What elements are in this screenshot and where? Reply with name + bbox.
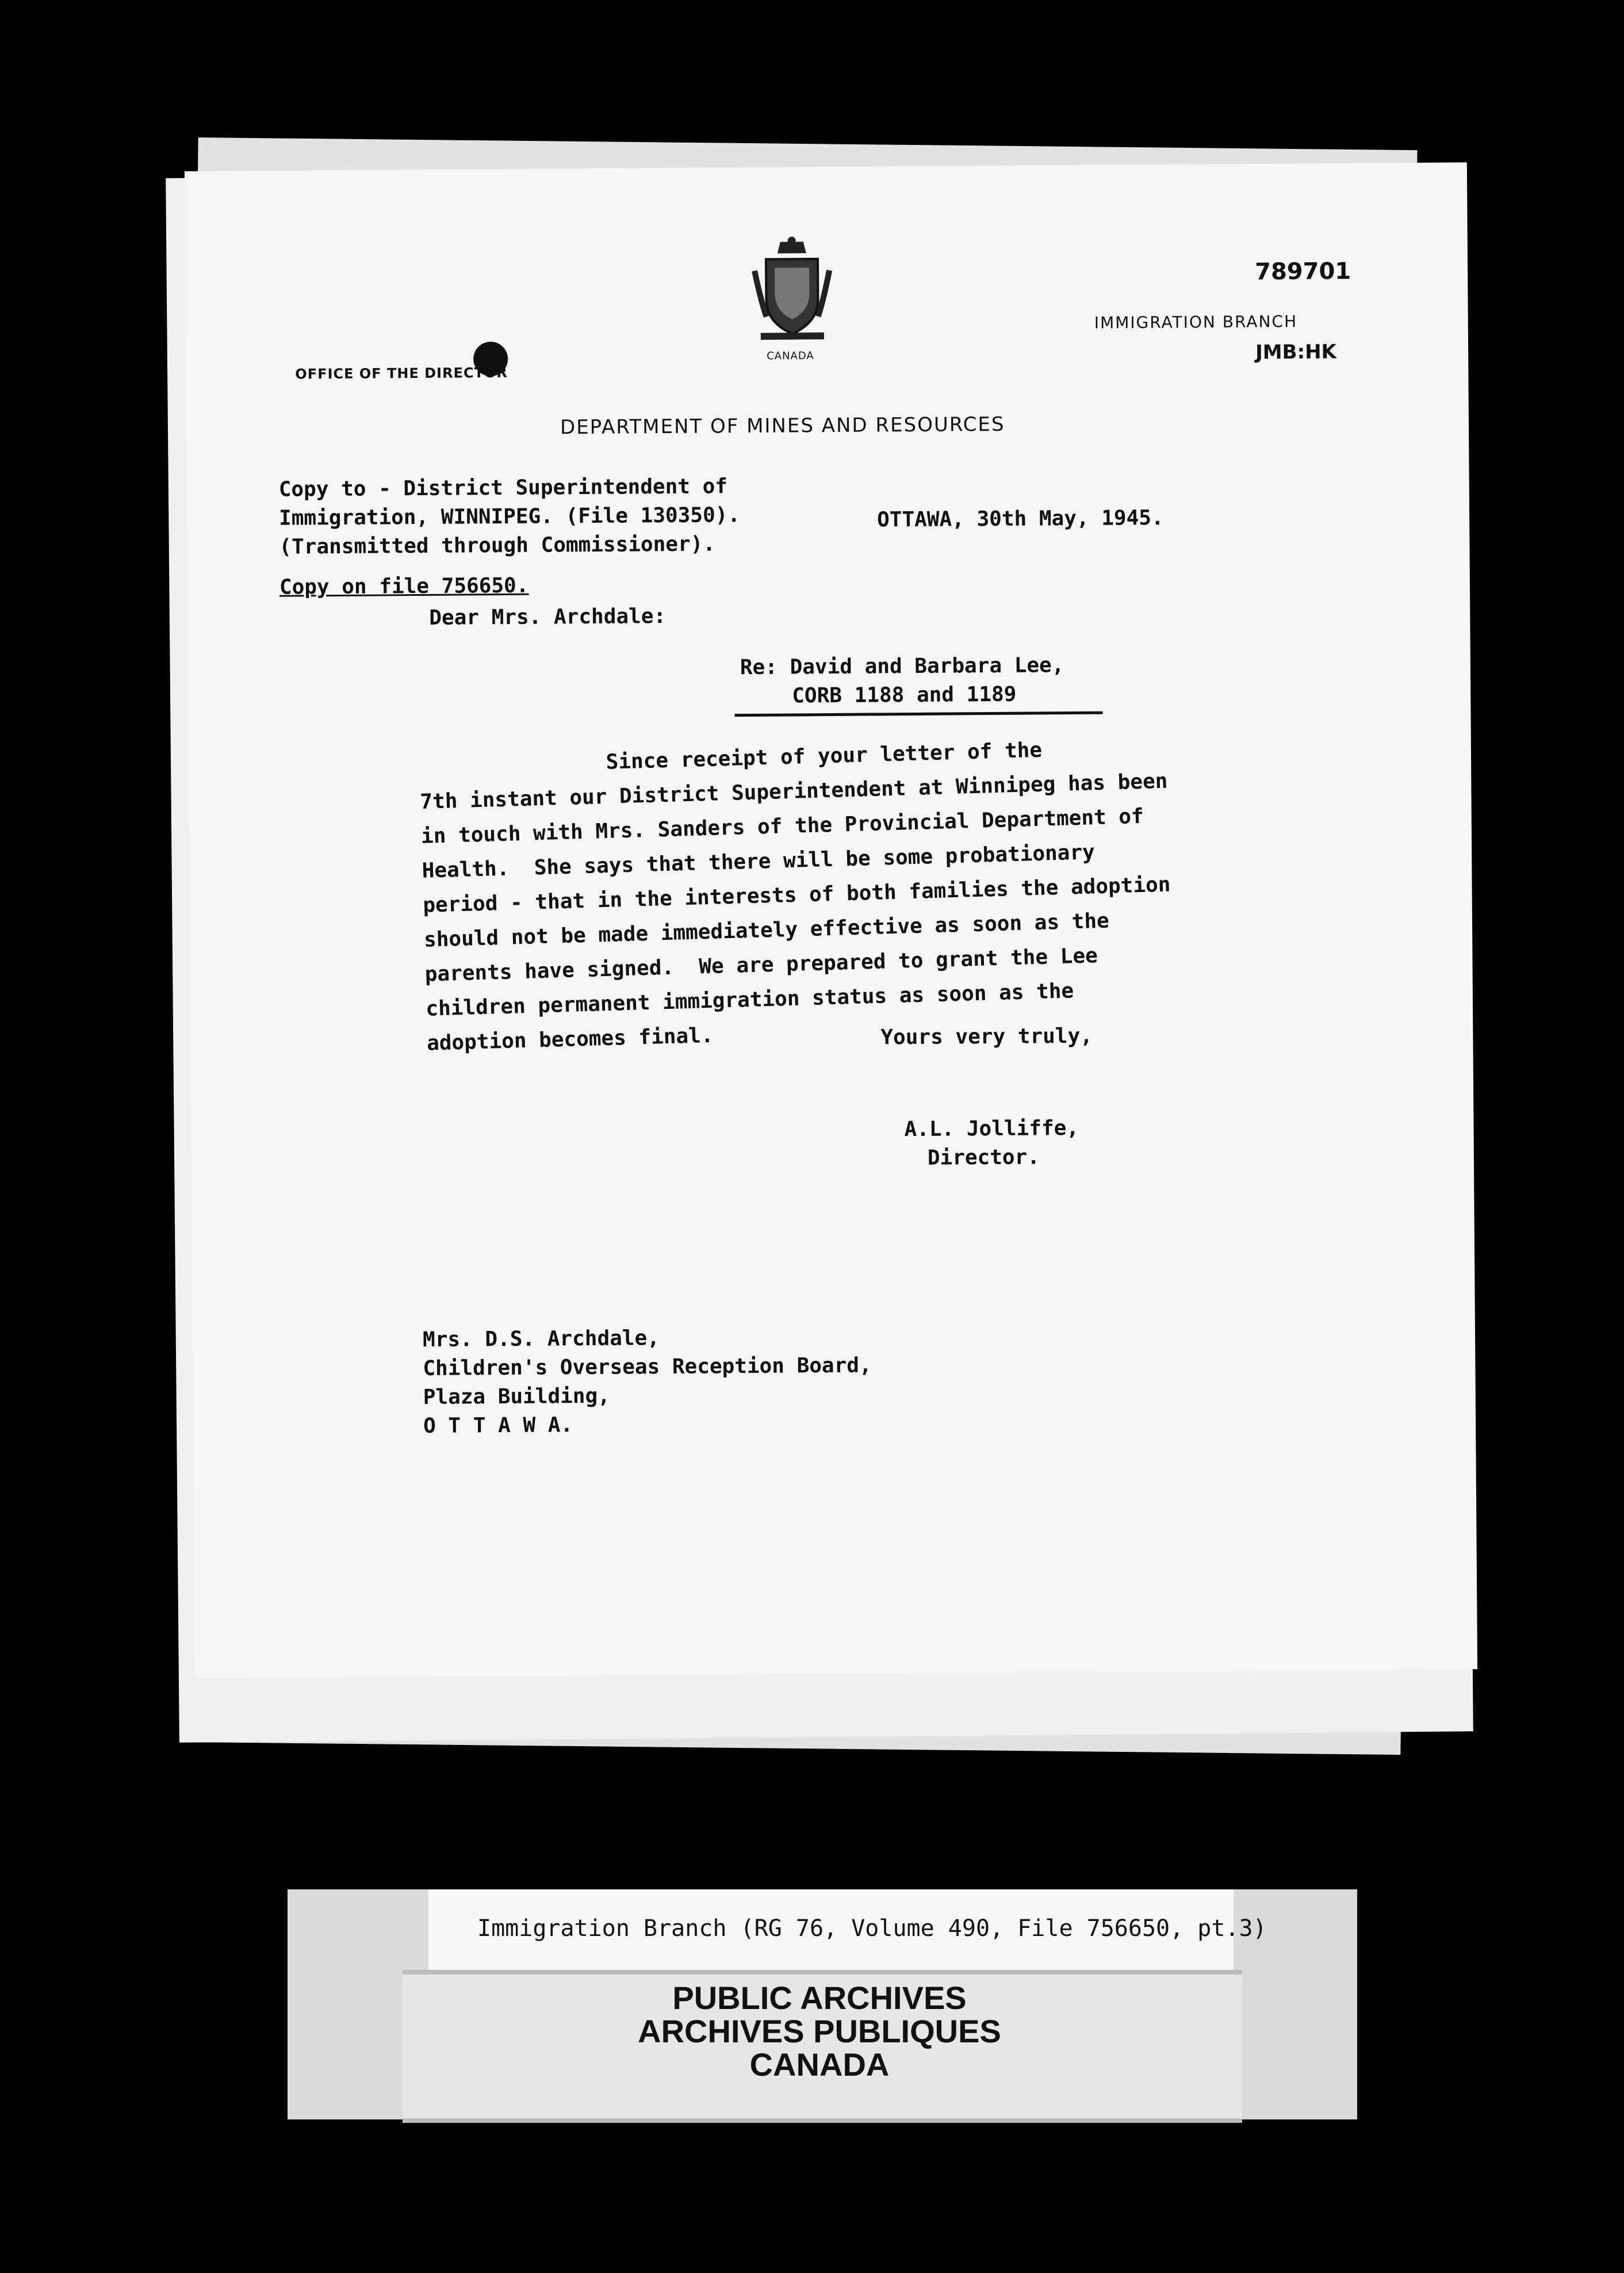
- stamp-line: ARCHIVES PUBLIQUES: [638, 2013, 1001, 2049]
- body-line: Health. She says that there will be some probationary: [422, 840, 1096, 883]
- copy-to-block: [279, 472, 741, 562]
- subject-line-1: Re: David and Barbara Lee,: [740, 653, 1064, 680]
- copy-to-line: Immigration, WINNIPEG. (File 130350).: [278, 503, 741, 530]
- subject-underline: [734, 711, 1102, 717]
- body-line: children permanent immigration status as soon as the: [425, 979, 1074, 1021]
- body-line: should not be made immediately effective as soon as the: [423, 909, 1110, 952]
- signature-block: [904, 1114, 1079, 1173]
- subject-line: [740, 651, 1064, 711]
- file-number: 789701: [1254, 258, 1351, 285]
- signer-title: Director.: [927, 1145, 1040, 1170]
- salutation: Dear Mrs. Archdale:: [429, 604, 667, 630]
- letter-body: [419, 725, 1347, 1061]
- copy-to-line: (Transmitted through Commissioner).: [279, 532, 716, 559]
- department-title: DEPARTMENT OF MINES AND RESOURCES: [560, 412, 1005, 439]
- address-line: O T T A W A.: [423, 1413, 573, 1438]
- address-line: Mrs. D.S. Archdale,: [422, 1326, 660, 1352]
- stamp-line: PUBLIC ARCHIVES: [672, 1980, 967, 2016]
- place-date: OTTAWA, 30th May, 1945.: [876, 506, 1164, 532]
- coat-of-arms-icon: [749, 236, 836, 346]
- recipient-address: [423, 1323, 872, 1441]
- typist-reference: JMB:HK: [1255, 340, 1337, 364]
- address-line: Plaza Building,: [423, 1384, 611, 1409]
- body-line: Since receipt of your letter of the: [419, 738, 1043, 779]
- coat-caption: CANADA: [767, 350, 814, 362]
- body-line: period - that in the interests of both families the adoption: [422, 873, 1171, 917]
- copy-on-file: Copy on file 756650.: [279, 573, 529, 599]
- body-line: 7th instant our District Superintendent at Winnipeg has been: [419, 769, 1168, 814]
- branch-label: IMMIGRATION BRANCH: [1094, 312, 1298, 332]
- subject-line-2: CORB 1188 and 1189: [792, 682, 1017, 708]
- stamp-line: CANADA: [749, 2046, 890, 2083]
- body-line: parents have signed. We are prepared to grant the Lee: [424, 944, 1098, 986]
- office-label: OFFICE OF THE DIRECTOR: [295, 364, 508, 382]
- signer-name: A.L. Jolliffe,: [904, 1116, 1079, 1142]
- archive-reference: Immigration Branch (RG 76, Volume 490, File 756650, pt.3): [477, 1915, 1267, 1942]
- address-line: Children's Overseas Reception Board,: [423, 1353, 872, 1380]
- letter-page: [185, 162, 1477, 1678]
- closing: Yours very truly,: [880, 1024, 1093, 1050]
- copy-to-line: Copy to - District Superintendent of: [278, 475, 728, 502]
- archive-stamp: [575, 1981, 1064, 2081]
- body-line: in touch with Mrs. Sanders of the Provincial Department of: [420, 804, 1144, 848]
- body-line: adoption becomes final.: [426, 1023, 714, 1055]
